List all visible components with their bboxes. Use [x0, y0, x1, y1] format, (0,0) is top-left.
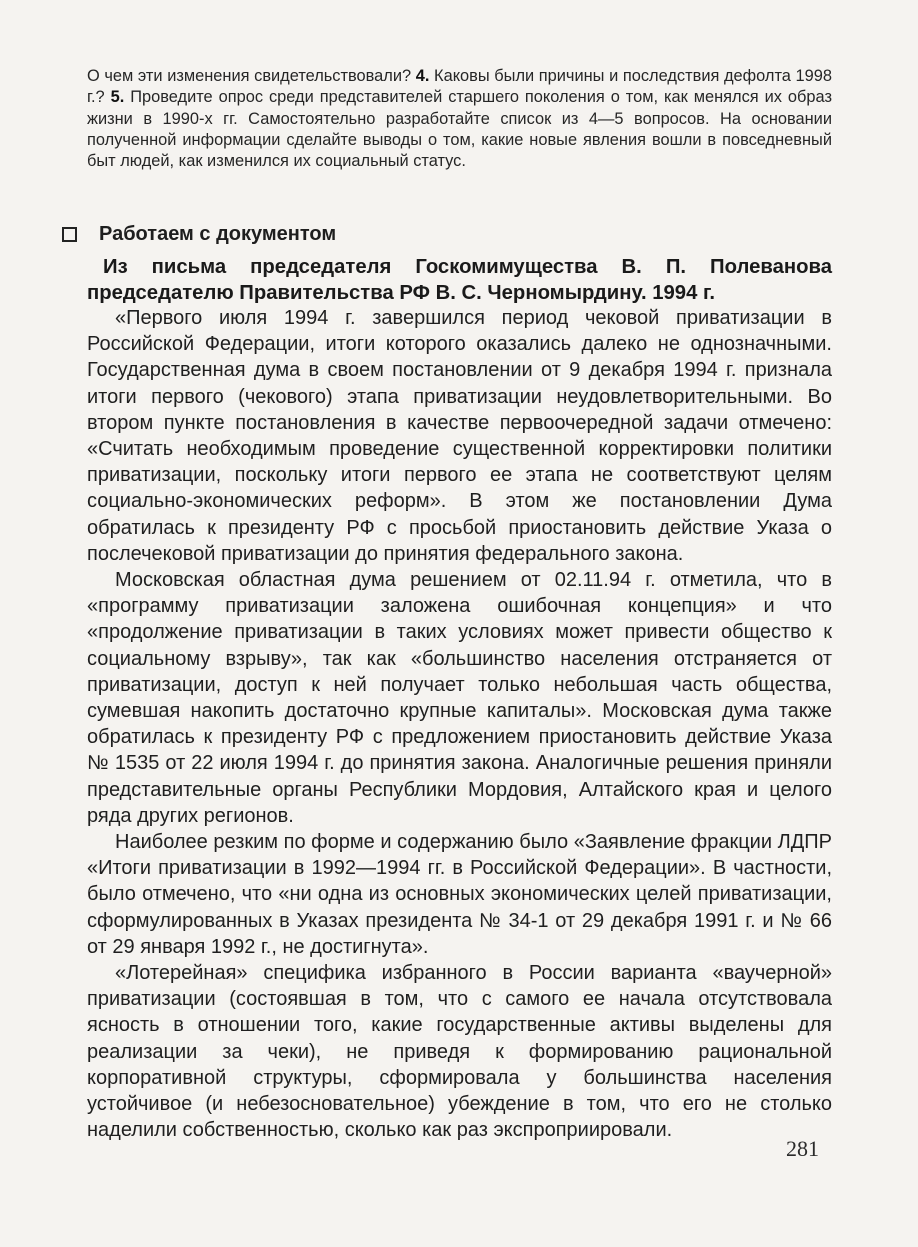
question-4-number: 4.	[415, 67, 430, 85]
section-header	[62, 220, 822, 248]
document-paragraph: «Первого июля 1994 г. завершился период чековой приватизации в Российской Федерации, итоги которого оказались далеко не однозначными. Государственная дума в своем постановлении от 9 декабря 1994 г. признала итоги первого (чекового) этапа приватизации неудовлетворительными. Во втором пункте постановления в качестве первоочередной задачи отмечено: «Считать необходимым проведение существенной корректировки политики приватизации, поскольку итоги первого ее этапа не соответствуют целям социально-экономических реформ». В этом же постановлении Дума обратилась к президенту РФ с просьбой приостановить действие Указа о послечековой приватизации до принятия федерального закона.	[87, 307, 832, 565]
document-title: Из письма председателя Госкомимущества В. П. Полеванова председателю Правительства РФ В. С. Черномырдину. 1994 г.	[87, 256, 832, 304]
section-title: Работаем с документом	[99, 222, 337, 245]
page-number: 281	[786, 1136, 819, 1161]
task-questions	[87, 66, 832, 172]
document-paragraph: Наиболее резким по форме и содержанию было «Заявление фракции ЛДПР «Итоги приватизации в 1992—1994 гг. в Российской Федерации». В частности, было отмечено, что «ни одна из основных экономических целей приватизации, сформулированных в Указах президента № 34-1 от 29 декабря 1991 г. и № 66 от 29 января 1992 г., не достигнута».	[87, 831, 832, 958]
document-paragraph: «Лотерейная» специфика избранного в России варианта «ваучерной» приватизации (состоявшая в том, что с самого ее начала отсутствовала ясность в отношении того, какие государственные активы выделены для реализации за чеки), не приведя к формированию рациональной корпоративной структуры, сформировала у большинства населения устойчивое (и небезосновательное) убеждение в том, что его не столько наделили собственностью, сколько как раз экспроприировали.	[87, 962, 832, 1142]
document-body	[87, 305, 832, 1144]
question-5-number: 5.	[110, 88, 125, 107]
task-text-intro: О чем эти изменения свидетельствовали?	[87, 67, 416, 85]
question-5-text: Проведите опрос среди представителей старшего поколения о том, как менялся их образ жизни в 1990-х гг. Самостоятельно разработайте список из 4—5 вопросов. На основании полученной информации сделайте выводы о том, какие новые явления вошли в повседневный быт людей, как изменился их социальный статус.	[87, 88, 832, 171]
document-paragraph: Московская областная дума решением от 02.11.94 г. отметила, что в «программу приватизации заложена ошибочная концепция» и что «продолжение приватизации в таких условиях может привести общество к социальному взрыву», так как «большинство населения отстраняется от приватизации, доступ к ней получает только небольшая часть общества, сумевшая накопить достаточно крупные капиталы». Московская дума также обратилась к президенту РФ с предложением приостановить действие Указа № 1535 от 22 июля 1994 г. до принятия закона. Аналогичные решения приняли представительные органы Республики Мордовия, Алтайского края и целого ряда других регионов.	[87, 569, 832, 827]
checkbox-square-icon	[62, 227, 77, 242]
question-4-text: Каковы были причины и последствия дефолта 1998 г.?	[87, 67, 832, 107]
